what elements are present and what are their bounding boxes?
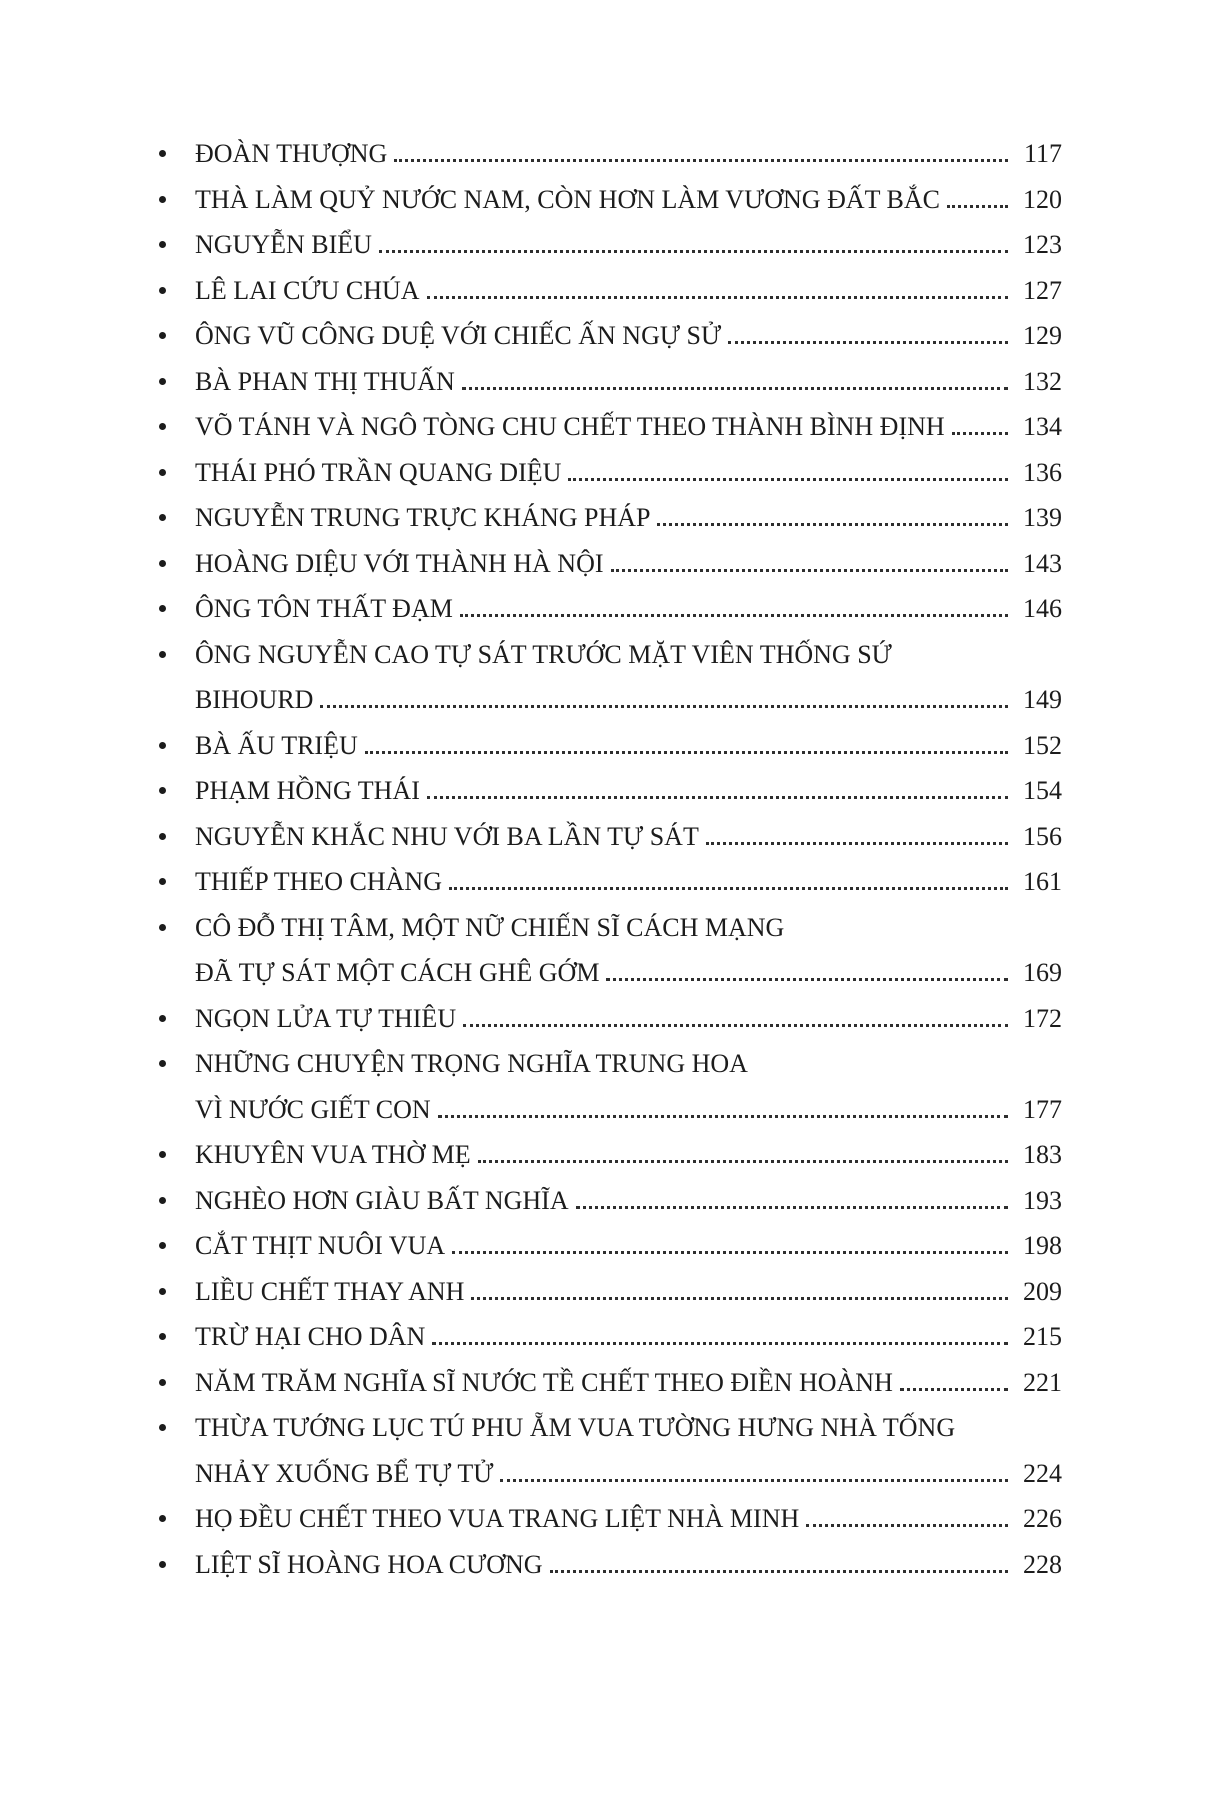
toc-entry-row xyxy=(158,495,1062,541)
page-number: 117 xyxy=(1023,139,1062,168)
toc-entry-row xyxy=(158,541,1062,587)
bullet-cell xyxy=(158,332,195,339)
toc-entry-row xyxy=(158,768,1062,814)
bullet-cell xyxy=(158,1106,195,1113)
toc-entry-title: VÕ TÁNH VÀ NGÔ TÒNG CHU CHẾT THEO THÀNH BÌNH ĐỊNH xyxy=(195,412,945,441)
bullet-icon xyxy=(159,560,166,567)
toc-entry-row xyxy=(158,996,1062,1042)
dot-leader xyxy=(449,887,1008,890)
bullet-cell xyxy=(158,1561,195,1568)
toc-entry-row xyxy=(158,586,1062,632)
bullet-cell xyxy=(158,969,195,976)
bullet-cell xyxy=(158,833,195,840)
toc-entry-row xyxy=(158,131,1062,177)
page-number: 224 xyxy=(1023,1458,1062,1488)
bullet-icon xyxy=(159,1561,166,1568)
toc-entry-title: NGHÈO HƠN GIÀU BẤT NGHĨA xyxy=(195,1185,569,1215)
toc-entry-row xyxy=(158,359,1062,405)
page-number: 120 xyxy=(1023,184,1062,214)
toc-entry-title: KHUYÊN VUA THỜ MẸ xyxy=(195,1140,471,1169)
bullet-icon xyxy=(159,241,166,248)
bullet-cell xyxy=(158,1288,195,1295)
toc-entry-title: LIỀU CHẾT THAY ANH xyxy=(195,1276,465,1306)
bullet-cell xyxy=(158,1333,195,1340)
page-number: 123 xyxy=(1023,230,1062,259)
toc-entry-row xyxy=(158,632,1062,678)
bullet-icon xyxy=(159,150,166,157)
toc-entry-title: NHỮNG CHUYỆN TRỌNG NGHĨA TRUNG HOA xyxy=(195,1049,748,1078)
dot-leader xyxy=(657,523,1008,526)
bullet-icon xyxy=(159,1151,166,1158)
dot-leader xyxy=(379,250,1008,253)
toc-entry-row xyxy=(158,222,1062,268)
bullet-cell xyxy=(158,1015,195,1022)
toc-entry-title: NHẢY XUỐNG BỂ TỰ TỬ xyxy=(195,1458,494,1488)
dot-leader xyxy=(427,296,1008,299)
page-number: 228 xyxy=(1023,1549,1062,1579)
dot-leader xyxy=(728,341,1008,344)
bullet-cell xyxy=(158,1515,195,1522)
dot-leader xyxy=(432,1342,1008,1345)
page-number: 143 xyxy=(1023,548,1062,578)
bullet-icon xyxy=(159,1424,166,1431)
bullet-cell xyxy=(158,1242,195,1249)
toc-entry-row xyxy=(158,313,1062,359)
toc-entry-title: CÔ ĐỖ THỊ TÂM, MỘT NỮ CHIẾN SĨ CÁCH MẠNG xyxy=(195,912,785,942)
toc-entry-title: NĂM TRĂM NGHĨA SĨ NƯỚC TỀ CHẾT THEO ĐIỀN HOÀNH xyxy=(195,1367,893,1397)
dot-leader xyxy=(463,1024,1008,1027)
toc-entry-title: HỌ ĐỀU CHẾT THEO VUA TRANG LIỆT NHÀ MINH xyxy=(195,1504,800,1533)
toc-entry-title: BÀ ẤU TRIỆU xyxy=(195,730,358,760)
dot-leader xyxy=(947,205,1008,208)
toc-entry-title: CẮT THỊT NUÔI VUA xyxy=(195,1231,446,1260)
page-number: 129 xyxy=(1023,321,1062,350)
bullet-cell xyxy=(158,1379,195,1386)
toc-entry-row xyxy=(158,859,1062,905)
dot-leader xyxy=(365,751,1008,754)
dot-leader xyxy=(568,478,1008,481)
dot-leader xyxy=(438,1115,1008,1118)
page-number: 198 xyxy=(1023,1231,1062,1260)
bullet-icon xyxy=(159,1242,166,1249)
toc-entry-row xyxy=(158,1178,1062,1224)
dot-leader xyxy=(452,1251,1008,1254)
bullet-icon xyxy=(159,423,166,430)
toc-entry-title: NGUYỄN KHẮC NHU VỚI BA LẦN TỰ SÁT xyxy=(195,821,699,851)
bullet-cell xyxy=(158,1470,195,1477)
page-number: 209 xyxy=(1023,1276,1062,1306)
bullet-cell xyxy=(158,469,195,476)
toc-entry-row xyxy=(158,1542,1062,1588)
bullet-cell xyxy=(158,1197,195,1204)
page-number: 226 xyxy=(1023,1504,1062,1533)
toc-entry-title: ÔNG NGUYỄN CAO TỰ SÁT TRƯỚC MẶT VIÊN THỐNG SỨ xyxy=(195,639,892,669)
bullet-icon xyxy=(159,196,166,203)
bullet-cell xyxy=(158,1151,195,1158)
bullet-icon xyxy=(159,833,166,840)
bullet-icon xyxy=(159,1515,166,1522)
bullet-cell xyxy=(158,378,195,385)
page-number: 136 xyxy=(1023,457,1062,487)
bullet-icon xyxy=(159,378,166,385)
bullet-icon xyxy=(159,651,166,658)
bullet-cell xyxy=(158,150,195,157)
toc-entry-title: THỪA TƯỚNG LỤC TÚ PHU ẴM VUA TƯỜNG HƯNG NHÀ TỐNG xyxy=(195,1413,956,1442)
toc-entry-title: NGỌN LỬA TỰ THIÊU xyxy=(195,1003,457,1033)
toc-entry-row xyxy=(158,677,1062,723)
toc-entry-title: TRỪ HẠI CHO DÂN xyxy=(195,1322,426,1351)
bullet-cell xyxy=(158,196,195,203)
bullet-cell xyxy=(158,651,195,658)
bullet-cell xyxy=(158,1424,195,1431)
toc-entry-title: LÊ LAI CỨU CHÚA xyxy=(195,275,420,305)
toc-entry-row xyxy=(158,1223,1062,1269)
bullet-cell xyxy=(158,1060,195,1067)
page-number: 139 xyxy=(1023,503,1062,532)
toc-entry-row xyxy=(158,1314,1062,1360)
bullet-cell xyxy=(158,423,195,430)
toc-entry-row xyxy=(158,814,1062,860)
page-number: 152 xyxy=(1023,730,1062,760)
dot-leader xyxy=(320,705,1008,708)
dot-leader xyxy=(460,614,1008,617)
toc-entry-row xyxy=(158,950,1062,996)
bullet-icon xyxy=(159,1288,166,1295)
bullet-cell xyxy=(158,560,195,567)
toc-entry-title: VÌ NƯỚC GIẾT CON xyxy=(195,1094,431,1124)
bullet-icon xyxy=(159,742,166,749)
bullet-icon xyxy=(159,1015,166,1022)
bullet-icon xyxy=(159,332,166,339)
bullet-cell xyxy=(158,787,195,794)
bullet-icon xyxy=(159,1333,166,1340)
bullet-icon xyxy=(159,924,166,931)
dot-leader xyxy=(500,1479,1008,1482)
dot-leader xyxy=(550,1570,1008,1573)
page-number: 146 xyxy=(1023,594,1062,623)
toc-entry-row xyxy=(158,177,1062,223)
page-number: 221 xyxy=(1023,1367,1062,1397)
toc-entry-row xyxy=(158,1496,1062,1542)
toc-entry-row xyxy=(158,1451,1062,1497)
toc-entry-row xyxy=(158,1132,1062,1178)
dot-leader xyxy=(706,842,1008,845)
dot-leader xyxy=(806,1524,1008,1527)
toc-entry-title: BIHOURD xyxy=(195,685,314,714)
bullet-cell xyxy=(158,287,195,294)
bullet-icon xyxy=(159,787,166,794)
page-number: 177 xyxy=(1023,1094,1062,1124)
bullet-cell xyxy=(158,742,195,749)
toc-entry-row xyxy=(158,723,1062,769)
dot-leader xyxy=(478,1160,1008,1163)
bullet-icon xyxy=(159,1379,166,1386)
dot-leader xyxy=(471,1297,1008,1300)
page-number: 149 xyxy=(1023,685,1062,714)
page-number: 156 xyxy=(1023,821,1062,851)
dot-leader xyxy=(462,387,1008,390)
toc-entry-title: NGUYỄN TRUNG TRỰC KHÁNG PHÁP xyxy=(195,503,651,532)
page-number: 169 xyxy=(1023,958,1062,987)
toc-entry-row xyxy=(158,268,1062,314)
bullet-cell xyxy=(158,605,195,612)
toc-entry-title: THIẾP THEO CHÀNG xyxy=(195,867,442,896)
toc-entry-row xyxy=(158,1405,1062,1451)
bullet-icon xyxy=(159,605,166,612)
toc-entry-title: THÁI PHÓ TRẦN QUANG DIỆU xyxy=(195,457,562,487)
toc-entry-title: ĐOÀN THƯỢNG xyxy=(195,139,388,168)
dot-leader xyxy=(900,1388,1008,1391)
page-number: 132 xyxy=(1023,366,1062,396)
dot-leader xyxy=(427,796,1008,799)
page-number: 183 xyxy=(1023,1140,1062,1169)
toc-entry-title: ÔNG VŨ CÔNG DUỆ VỚI CHIẾC ẤN NGỰ SỬ xyxy=(195,321,722,350)
bullet-icon xyxy=(159,1060,166,1067)
toc-entry-title: BÀ PHAN THỊ THUẤN xyxy=(195,366,455,396)
bullet-cell xyxy=(158,241,195,248)
toc-entry-title: ÔNG TÔN THẤT ĐẠM xyxy=(195,594,453,623)
page-number: 161 xyxy=(1023,867,1062,896)
toc-entry-title: HOÀNG DIỆU VỚI THÀNH HÀ NỘI xyxy=(195,548,604,578)
toc-entry-title: PHẠM HỒNG THÁI xyxy=(195,776,420,805)
page-number: 193 xyxy=(1023,1185,1062,1215)
toc-entry-title: LIỆT SĨ HOÀNG HOA CƯƠNG xyxy=(195,1549,543,1579)
page-number: 172 xyxy=(1023,1003,1062,1033)
dot-leader xyxy=(952,432,1008,435)
dot-leader xyxy=(576,1206,1008,1209)
page-number: 134 xyxy=(1023,412,1062,441)
bullet-cell xyxy=(158,878,195,885)
toc-entry-row xyxy=(158,1087,1062,1133)
bullet-icon xyxy=(159,1197,166,1204)
toc-entry-title: NGUYỄN BIỂU xyxy=(195,230,372,259)
page-number: 154 xyxy=(1023,776,1062,805)
bullet-icon xyxy=(159,878,166,885)
toc-entry-title: ĐÃ TỰ SÁT MỘT CÁCH GHÊ GỚM xyxy=(195,958,600,987)
toc-entry-row xyxy=(158,404,1062,450)
bullet-icon xyxy=(159,469,166,476)
toc-entry-row xyxy=(158,1041,1062,1087)
bullet-icon xyxy=(159,514,166,521)
dot-leader xyxy=(394,159,1008,162)
page-number: 215 xyxy=(1023,1322,1062,1351)
bullet-cell xyxy=(158,514,195,521)
toc-entry-row xyxy=(158,1269,1062,1315)
bullet-cell xyxy=(158,696,195,703)
bullet-cell xyxy=(158,924,195,931)
toc-entry-title: THÀ LÀM QUỶ NƯỚC NAM, CÒN HƠN LÀM VƯƠNG ĐẤT BẮC xyxy=(195,184,941,214)
dot-leader xyxy=(606,978,1008,981)
page-number: 127 xyxy=(1023,275,1062,305)
toc-entry-row xyxy=(158,450,1062,496)
toc-entry-row xyxy=(158,1360,1062,1406)
dot-leader xyxy=(611,569,1009,572)
bullet-icon xyxy=(159,287,166,294)
toc-entry-row xyxy=(158,905,1062,951)
